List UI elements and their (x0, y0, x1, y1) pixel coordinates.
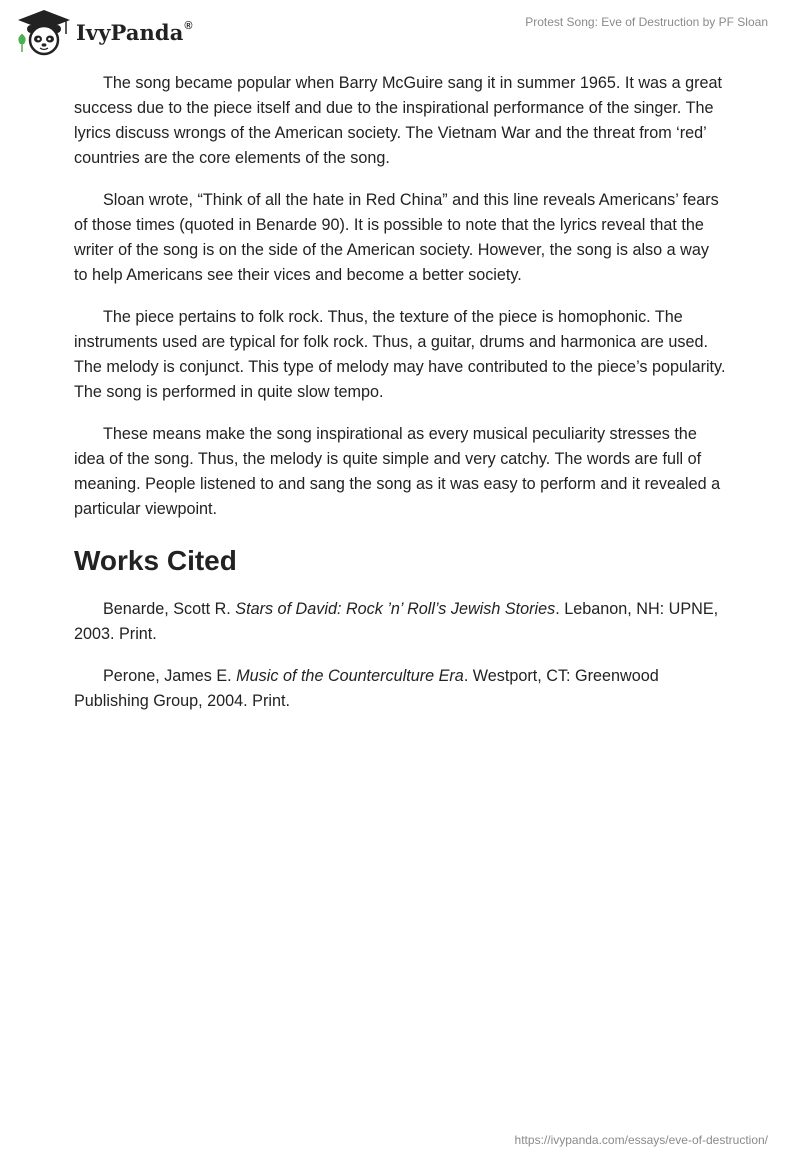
citation-title: Stars of David: Rock ’n’ Roll’s Jewish Stories (235, 600, 556, 618)
page-header (0, 0, 800, 60)
body-paragraph: The piece pertains to folk rock. Thus, the texture of the piece is homophonic. The instruments used are typical for folk rock. Thus, a guitar, drums and harmonica are used. The melody is conjunct. This type of melody may have contributed to the piece’s popularity. The song is performed in quite slow tempo. (74, 308, 726, 401)
source-url-link[interactable]: https://ivypanda.com/essays/eve-of-destruction/ (514, 1133, 768, 1147)
citation-publication: . Lebanon, NH: UPNE, 2003. Print. (74, 600, 719, 643)
body-paragraph: Sloan wrote, “Think of all the hate in Red China” and this line reveals Americans’ fears of those times (quoted in Benarde 90). It is possible to note that the lyrics reveal that the writer of the song is on the side of the American society. However, the song is also a way to help Americans see their vices and become a better society. (74, 191, 719, 284)
body-paragraph: These means make the song inspirational as every musical peculiarity stresses the idea of the song. Thus, the melody is quite simple and very catchy. The words are full of meaning. People listened to and sang the song as it was easy to perform and it revealed a particular viewpoint. (74, 425, 721, 518)
panda-graduate-icon (14, 8, 74, 56)
citation-author: Perone, James E. (103, 667, 237, 685)
logo-wordmark: IvyPanda® (76, 19, 193, 45)
works-cited-heading: Works Cited (74, 545, 237, 576)
citation-entry (74, 664, 726, 714)
ivypanda-logo[interactable] (14, 8, 193, 56)
citation-author: Benarde, Scott R. (103, 600, 236, 618)
citation-publication: . Westport, CT: Greenwood Publishing Group, 2004. Print. (74, 667, 659, 710)
works-cited-list (74, 597, 726, 714)
citation-entry (74, 597, 726, 647)
body-paragraph: The song became popular when Barry McGuire sang it in summer 1965. It was a great success due to the piece itself and due to the inspirational performance of the singer. The lyrics discuss wrongs of the American society. The Vietnam War and the threat from ‘red’ countries are the core elements of the song. (74, 74, 723, 167)
document-title: Protest Song: Eve of Destruction by PF Sloan (525, 15, 768, 29)
essay-content (74, 71, 726, 731)
citation-title: Music of the Counterculture Era (236, 667, 464, 685)
